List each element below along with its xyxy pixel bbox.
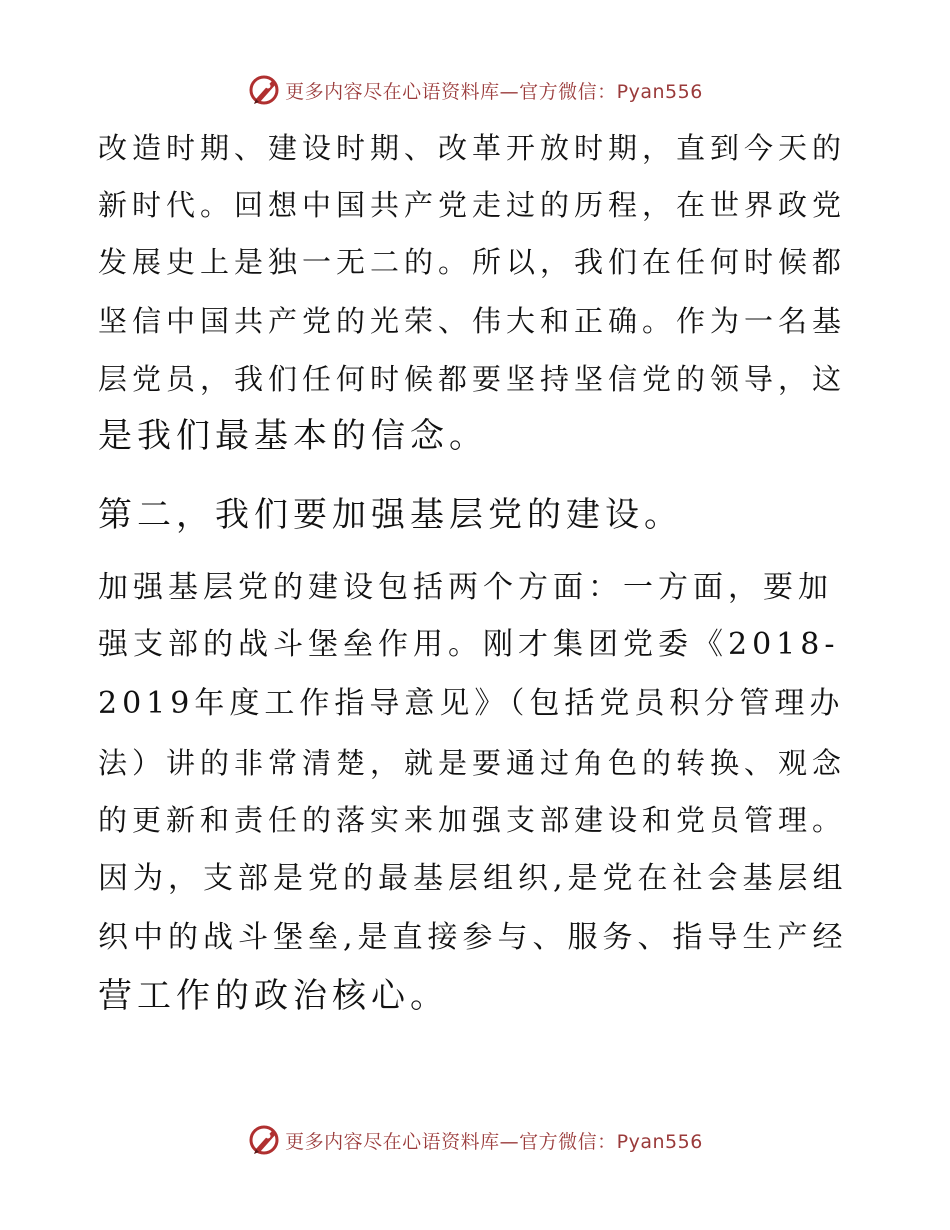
section-heading: 第二，我们要加强基层党的建设。: [98, 495, 683, 535]
body-line: 2019年度工作指导意见》（包括党员积分管理办: [98, 686, 845, 721]
body-line: 强支部的战斗堡垒作用。刚才集团党委《2018-: [98, 627, 840, 662]
body-line: 层党员，我们任何时候都要坚持坚信党的领导，这: [98, 362, 847, 396]
body-line: 织中的战斗堡垒,是直接参与、服务、指导生产经: [98, 920, 848, 955]
footer-watermark-text: 更多内容尽在心语资料库—官方微信：Pyan556: [285, 1130, 703, 1153]
header-watermark-text: 更多内容尽在心语资料库—官方微信：Pyan556: [285, 80, 703, 103]
pen-logo-icon: [247, 72, 283, 108]
body-line: 新时代。回想中国共产党走过的历程，在世界政党: [98, 188, 847, 222]
body-line: 因为，支部是党的最基层组织,是党在社会基层组: [98, 861, 848, 896]
body-line: 改造时期、建设时期、改革开放时期，直到今天的: [98, 131, 847, 165]
footer-watermark-banner: [0, 1120, 950, 1160]
body-line: 是我们最基本的信念。: [98, 416, 488, 456]
pen-logo-icon: [247, 1122, 283, 1158]
body-line: 坚信中国共产党的光荣、伟大和正确。作为一名基: [98, 304, 847, 338]
body-line: 的更新和责任的落实来加强支部建设和党员管理。: [98, 803, 847, 837]
body-line: 发展史上是独一无二的。所以，我们在任何时候都: [98, 245, 847, 279]
header-watermark-banner: [0, 70, 950, 110]
body-line: 法）讲的非常清楚，就是要通过角色的转换、观念: [98, 746, 847, 780]
body-line: 加强基层党的建设包括两个方面：一方面，要加: [98, 570, 833, 605]
body-line: 营工作的政治核心。: [98, 976, 449, 1016]
